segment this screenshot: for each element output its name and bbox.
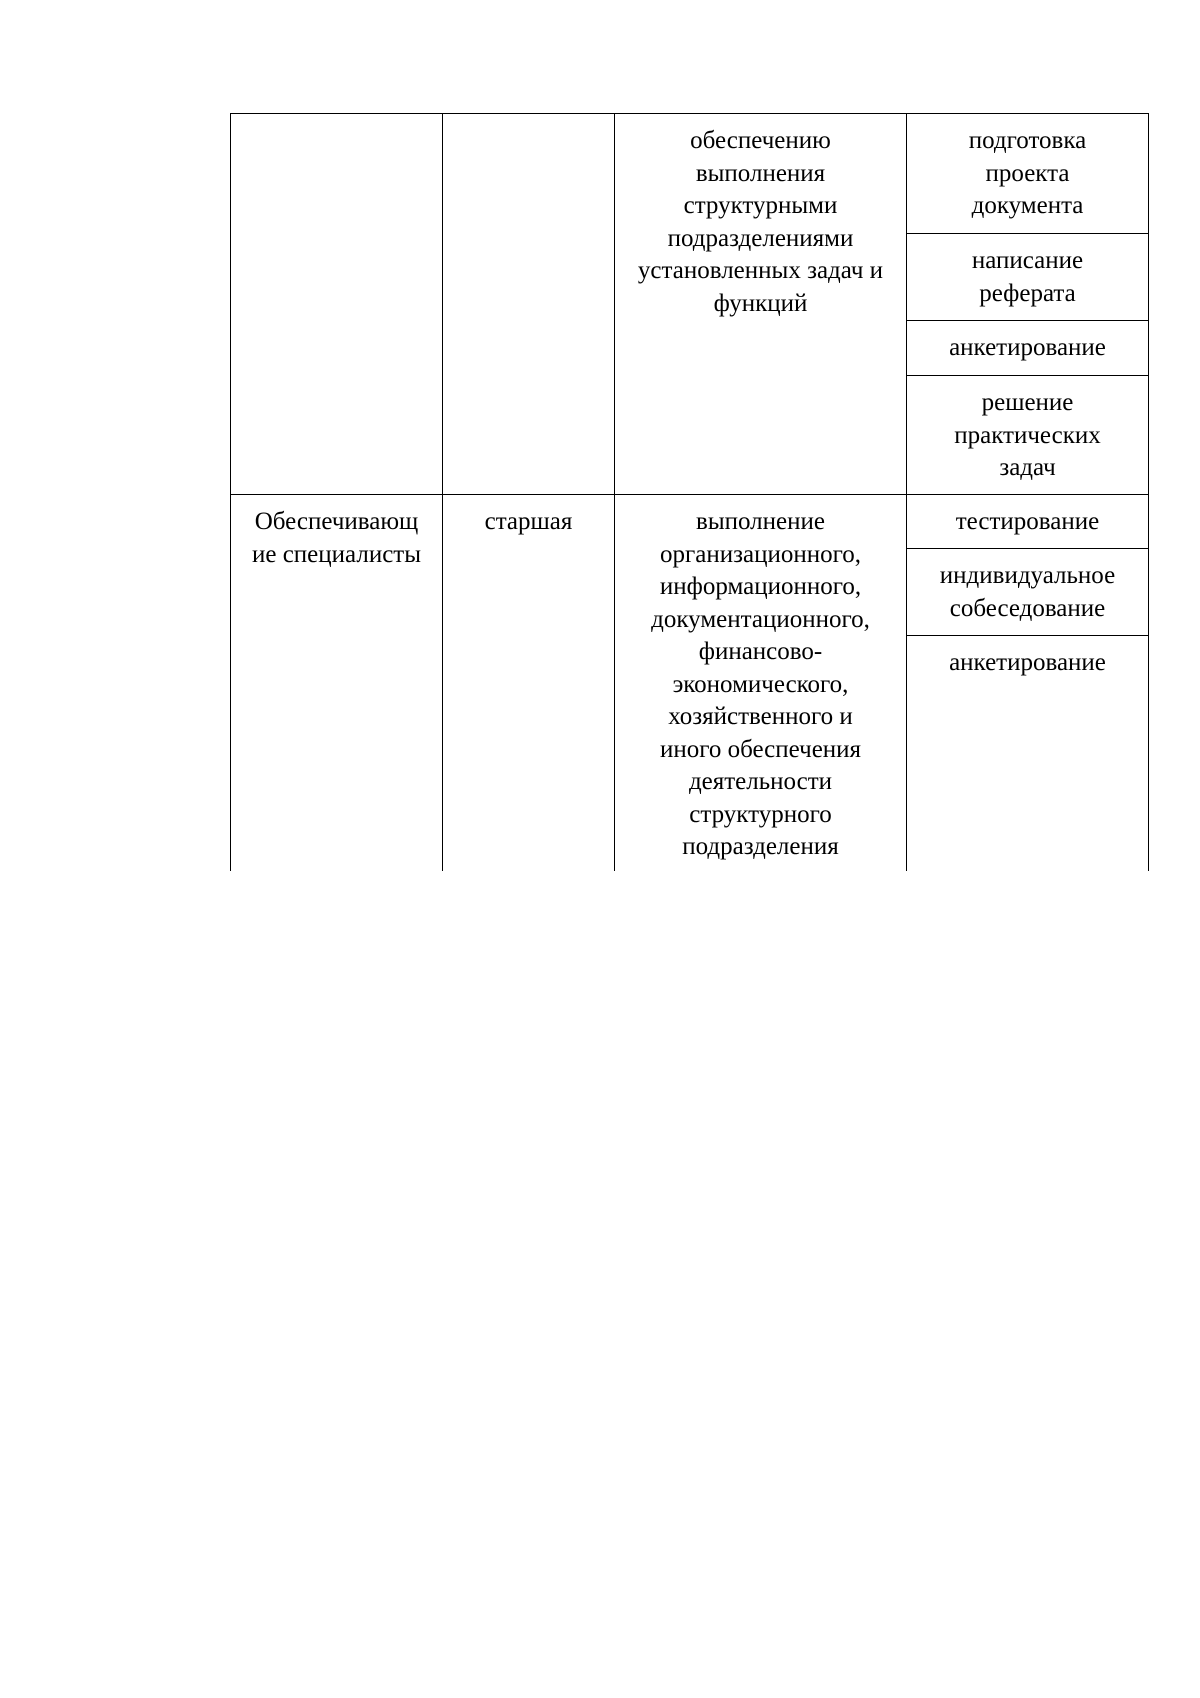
table-border-col2: [442, 113, 443, 871]
method-separator: [906, 548, 1149, 549]
table-border-col4: [906, 113, 907, 871]
table-border-right: [1148, 113, 1149, 871]
table-border-left: [230, 113, 231, 871]
method-separator: [906, 233, 1149, 234]
table-cell-method: решение практических задач: [954, 389, 1101, 481]
method-separator: [906, 635, 1149, 636]
positions-table: [230, 113, 1149, 871]
table-cell-method: написание реферата: [971, 247, 1084, 307]
table-cell-method: анкетирование: [949, 334, 1106, 361]
table-cell-method: анкетирование: [949, 649, 1106, 676]
table-cell-method: тестирование: [955, 508, 1100, 535]
method-separator: [906, 375, 1149, 376]
table-cell-group: старшая: [484, 508, 573, 535]
table-cell-method: подготовка проекта документа: [968, 127, 1087, 219]
method-separator: [906, 320, 1149, 321]
table-cell-category: Обеспечивающ ие специалисты: [251, 508, 422, 568]
table-cell-function: выполнение организационного, информационного, документационного, финансово- экономического, хозяйственного и иного обеспечения деятельности структурного подразделения: [651, 508, 870, 860]
table-cell-function: обеспечению выполнения структурными подразделениями установленных задач и функций: [637, 127, 884, 317]
table-row-separator: [230, 494, 1149, 495]
table-cell-method: индивидуальное собеседование: [939, 562, 1116, 622]
table-border-top: [230, 113, 1149, 114]
